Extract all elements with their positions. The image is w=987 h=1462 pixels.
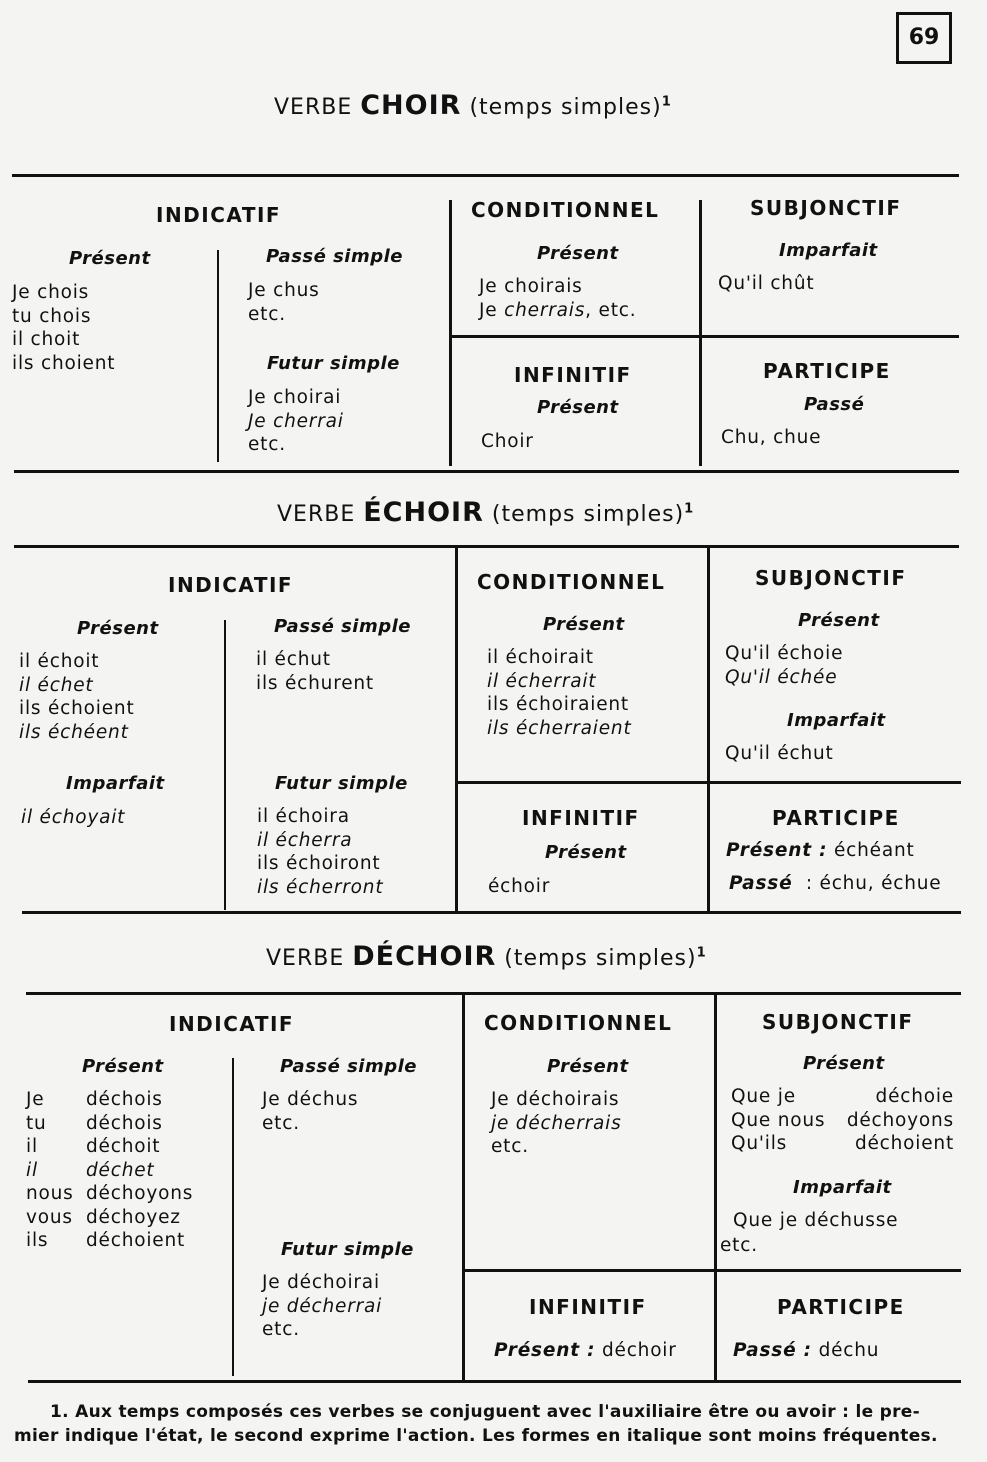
title-suffix: (temps simples) bbox=[491, 502, 685, 527]
echoir-divider-2 bbox=[707, 547, 710, 911]
futur-simple-label: Futur simple bbox=[275, 773, 408, 794]
participe-header: PARTICIPE bbox=[772, 806, 900, 830]
participe-passe: Passé : échu, échue bbox=[729, 873, 942, 894]
footnote-ref: 1 bbox=[696, 945, 707, 961]
subjonctif-imparfait-forms: Qu'il échut bbox=[725, 743, 834, 764]
conditionnel-present-label: Présent bbox=[547, 1056, 629, 1077]
indicatif-header: INDICATIF bbox=[156, 203, 282, 227]
verb-name: ÉCHOIR bbox=[363, 497, 484, 528]
footnote-line-2: mier indique l'état, le second exprime l'action. Les formes en italique sont moins fréquentes. bbox=[14, 1426, 938, 1446]
choir-divider-indicatif bbox=[217, 250, 219, 462]
dechoir-divider-1 bbox=[462, 994, 465, 1380]
footnote-line-1: Aux temps composés ces verbes se conjuguent avec l'auxiliaire être ou avoir : le pre- bbox=[75, 1402, 920, 1422]
conditionnel-forms: il échoirait il écherrait ils échoiraient ils écherraient bbox=[487, 647, 632, 739]
dechoir-divider-indicatif bbox=[232, 1058, 234, 1376]
present-label: Présent bbox=[77, 618, 159, 639]
subjonctif-imparfait-etc: etc. bbox=[720, 1235, 758, 1256]
footnote-ref: 1 bbox=[661, 94, 672, 110]
conditionnel-forms: Je déchoirais je décherrais etc. bbox=[491, 1089, 622, 1157]
indicatif-header: INDICATIF bbox=[169, 1012, 295, 1036]
subjonctif-present-label: Présent bbox=[798, 610, 880, 631]
infinitif-header: INFINITIF bbox=[522, 806, 640, 830]
conditionnel-header: CONDITIONNEL bbox=[484, 1011, 673, 1035]
futur-simple-forms: il échoira il écherra ils échoiront ils écherront bbox=[257, 806, 384, 898]
futur-simple-label: Futur simple bbox=[281, 1239, 414, 1260]
futur-simple-label: Futur simple bbox=[267, 353, 400, 374]
present-label: Présent bbox=[82, 1056, 164, 1077]
title-prefix: VERBE bbox=[266, 946, 345, 971]
choir-mid-rule bbox=[451, 335, 959, 338]
futur-simple-forms: Je choirai Je cherrai etc. bbox=[248, 387, 344, 455]
participe-header: PARTICIPE bbox=[777, 1295, 905, 1319]
dechoir-divider-2 bbox=[714, 994, 717, 1380]
infinitif-value: échoir bbox=[488, 876, 551, 897]
subjonctif-imparfait-label: Imparfait bbox=[779, 240, 878, 261]
title-suffix: (temps simples) bbox=[504, 946, 697, 971]
infinitif-present-label: Présent bbox=[545, 842, 627, 863]
present-pronouns: Je tu il il nous vous ils bbox=[26, 1089, 74, 1251]
echoir-title bbox=[277, 497, 694, 528]
choir-title bbox=[274, 90, 672, 121]
conditionnel-header: CONDITIONNEL bbox=[471, 198, 660, 222]
participe-value: Chu, chue bbox=[721, 427, 822, 448]
echoir-bottom-rule bbox=[22, 911, 961, 914]
subjonctif-imparfait-label: Imparfait bbox=[787, 710, 886, 731]
choir-top-rule bbox=[12, 174, 959, 177]
choir-divider-1 bbox=[449, 200, 452, 466]
subjonctif-forms: Qu'il chût bbox=[718, 273, 815, 294]
subjonctif-imparfait-label: Imparfait bbox=[793, 1177, 892, 1198]
indicatif-header: INDICATIF bbox=[168, 573, 294, 597]
participe-header: PARTICIPE bbox=[763, 359, 891, 383]
imparfait-label: Imparfait bbox=[66, 773, 165, 794]
footnote bbox=[14, 1400, 972, 1448]
passe-simple-label: Passé simple bbox=[274, 616, 411, 637]
subjonctif-present-label: Présent bbox=[803, 1053, 885, 1074]
subjonctif-header: SUBJONCTIF bbox=[750, 196, 902, 220]
conditionnel-present-label: Présent bbox=[537, 243, 619, 264]
participe-passe-label: Passé bbox=[804, 394, 865, 415]
subjonctif-header: SUBJONCTIF bbox=[762, 1010, 914, 1034]
dechoir-title bbox=[266, 941, 707, 972]
footnote-ref: 1 bbox=[684, 501, 695, 517]
echoir-divider-1 bbox=[455, 547, 458, 911]
participe-present: Présent : échéant bbox=[726, 840, 915, 861]
choir-bottom-rule bbox=[14, 470, 959, 473]
present-forms: déchois déchois déchoit déchet déchoyons déchoyez déchoient bbox=[86, 1089, 194, 1251]
infinitif-value: Choir bbox=[481, 431, 534, 452]
conditionnel-present-label: Présent bbox=[543, 614, 625, 635]
dechoir-top-rule bbox=[26, 992, 961, 995]
infinitif-header: INFINITIF bbox=[514, 363, 632, 387]
passe-simple-label: Passé simple bbox=[280, 1056, 417, 1077]
passe-simple-forms: il échut ils échurent bbox=[256, 649, 374, 694]
subjonctif-present-subjects: Que je Que nous Qu'ils bbox=[731, 1086, 826, 1154]
present-label: Présent bbox=[69, 248, 151, 269]
verb-name: CHOIR bbox=[360, 90, 462, 121]
footnote-number: 1. bbox=[50, 1402, 69, 1422]
subjonctif-header: SUBJONCTIF bbox=[755, 566, 907, 590]
echoir-divider-indicatif bbox=[224, 620, 226, 910]
conditionnel-header: CONDITIONNEL bbox=[477, 570, 666, 594]
echoir-mid-rule bbox=[457, 781, 961, 784]
page-number: 69 bbox=[896, 12, 952, 64]
title-prefix: VERBE bbox=[277, 502, 356, 527]
choir-divider-2 bbox=[699, 200, 702, 466]
subjonctif-present-forms: Qu'il échoie Qu'il échée bbox=[725, 643, 844, 688]
echoir-top-rule bbox=[14, 545, 959, 548]
title-suffix: (temps simples) bbox=[469, 95, 662, 120]
infinitif-header: INFINITIF bbox=[529, 1295, 647, 1319]
dechoir-bottom-rule bbox=[28, 1380, 961, 1383]
present-forms: il échoit il échet ils échoient ils échéent bbox=[19, 651, 135, 743]
title-prefix: VERBE bbox=[274, 95, 353, 120]
dechoir-mid-rule bbox=[464, 1269, 961, 1272]
subjonctif-imparfait-forms: Que je déchusse bbox=[733, 1210, 899, 1231]
conditionnel-forms: Je choirais Je cherrais, etc. bbox=[479, 276, 637, 321]
verb-name: DÉCHOIR bbox=[352, 941, 497, 972]
futur-simple-forms: Je déchoirai je décherrai etc. bbox=[262, 1272, 383, 1340]
infinitif-present: Présent : déchoir bbox=[494, 1340, 677, 1361]
present-forms: Je chois tu chois il choit ils choient bbox=[12, 282, 116, 374]
passe-simple-forms: Je chus etc. bbox=[248, 280, 320, 325]
passe-simple-label: Passé simple bbox=[266, 246, 403, 267]
infinitif-present-label: Présent bbox=[537, 397, 619, 418]
subjonctif-present-forms: déchoie déchoyons déchoient bbox=[846, 1086, 954, 1154]
passe-simple-forms: Je déchus etc. bbox=[262, 1089, 359, 1134]
participe-passe: Passé : déchu bbox=[733, 1340, 880, 1361]
imparfait-forms: il échoyait bbox=[21, 807, 126, 828]
